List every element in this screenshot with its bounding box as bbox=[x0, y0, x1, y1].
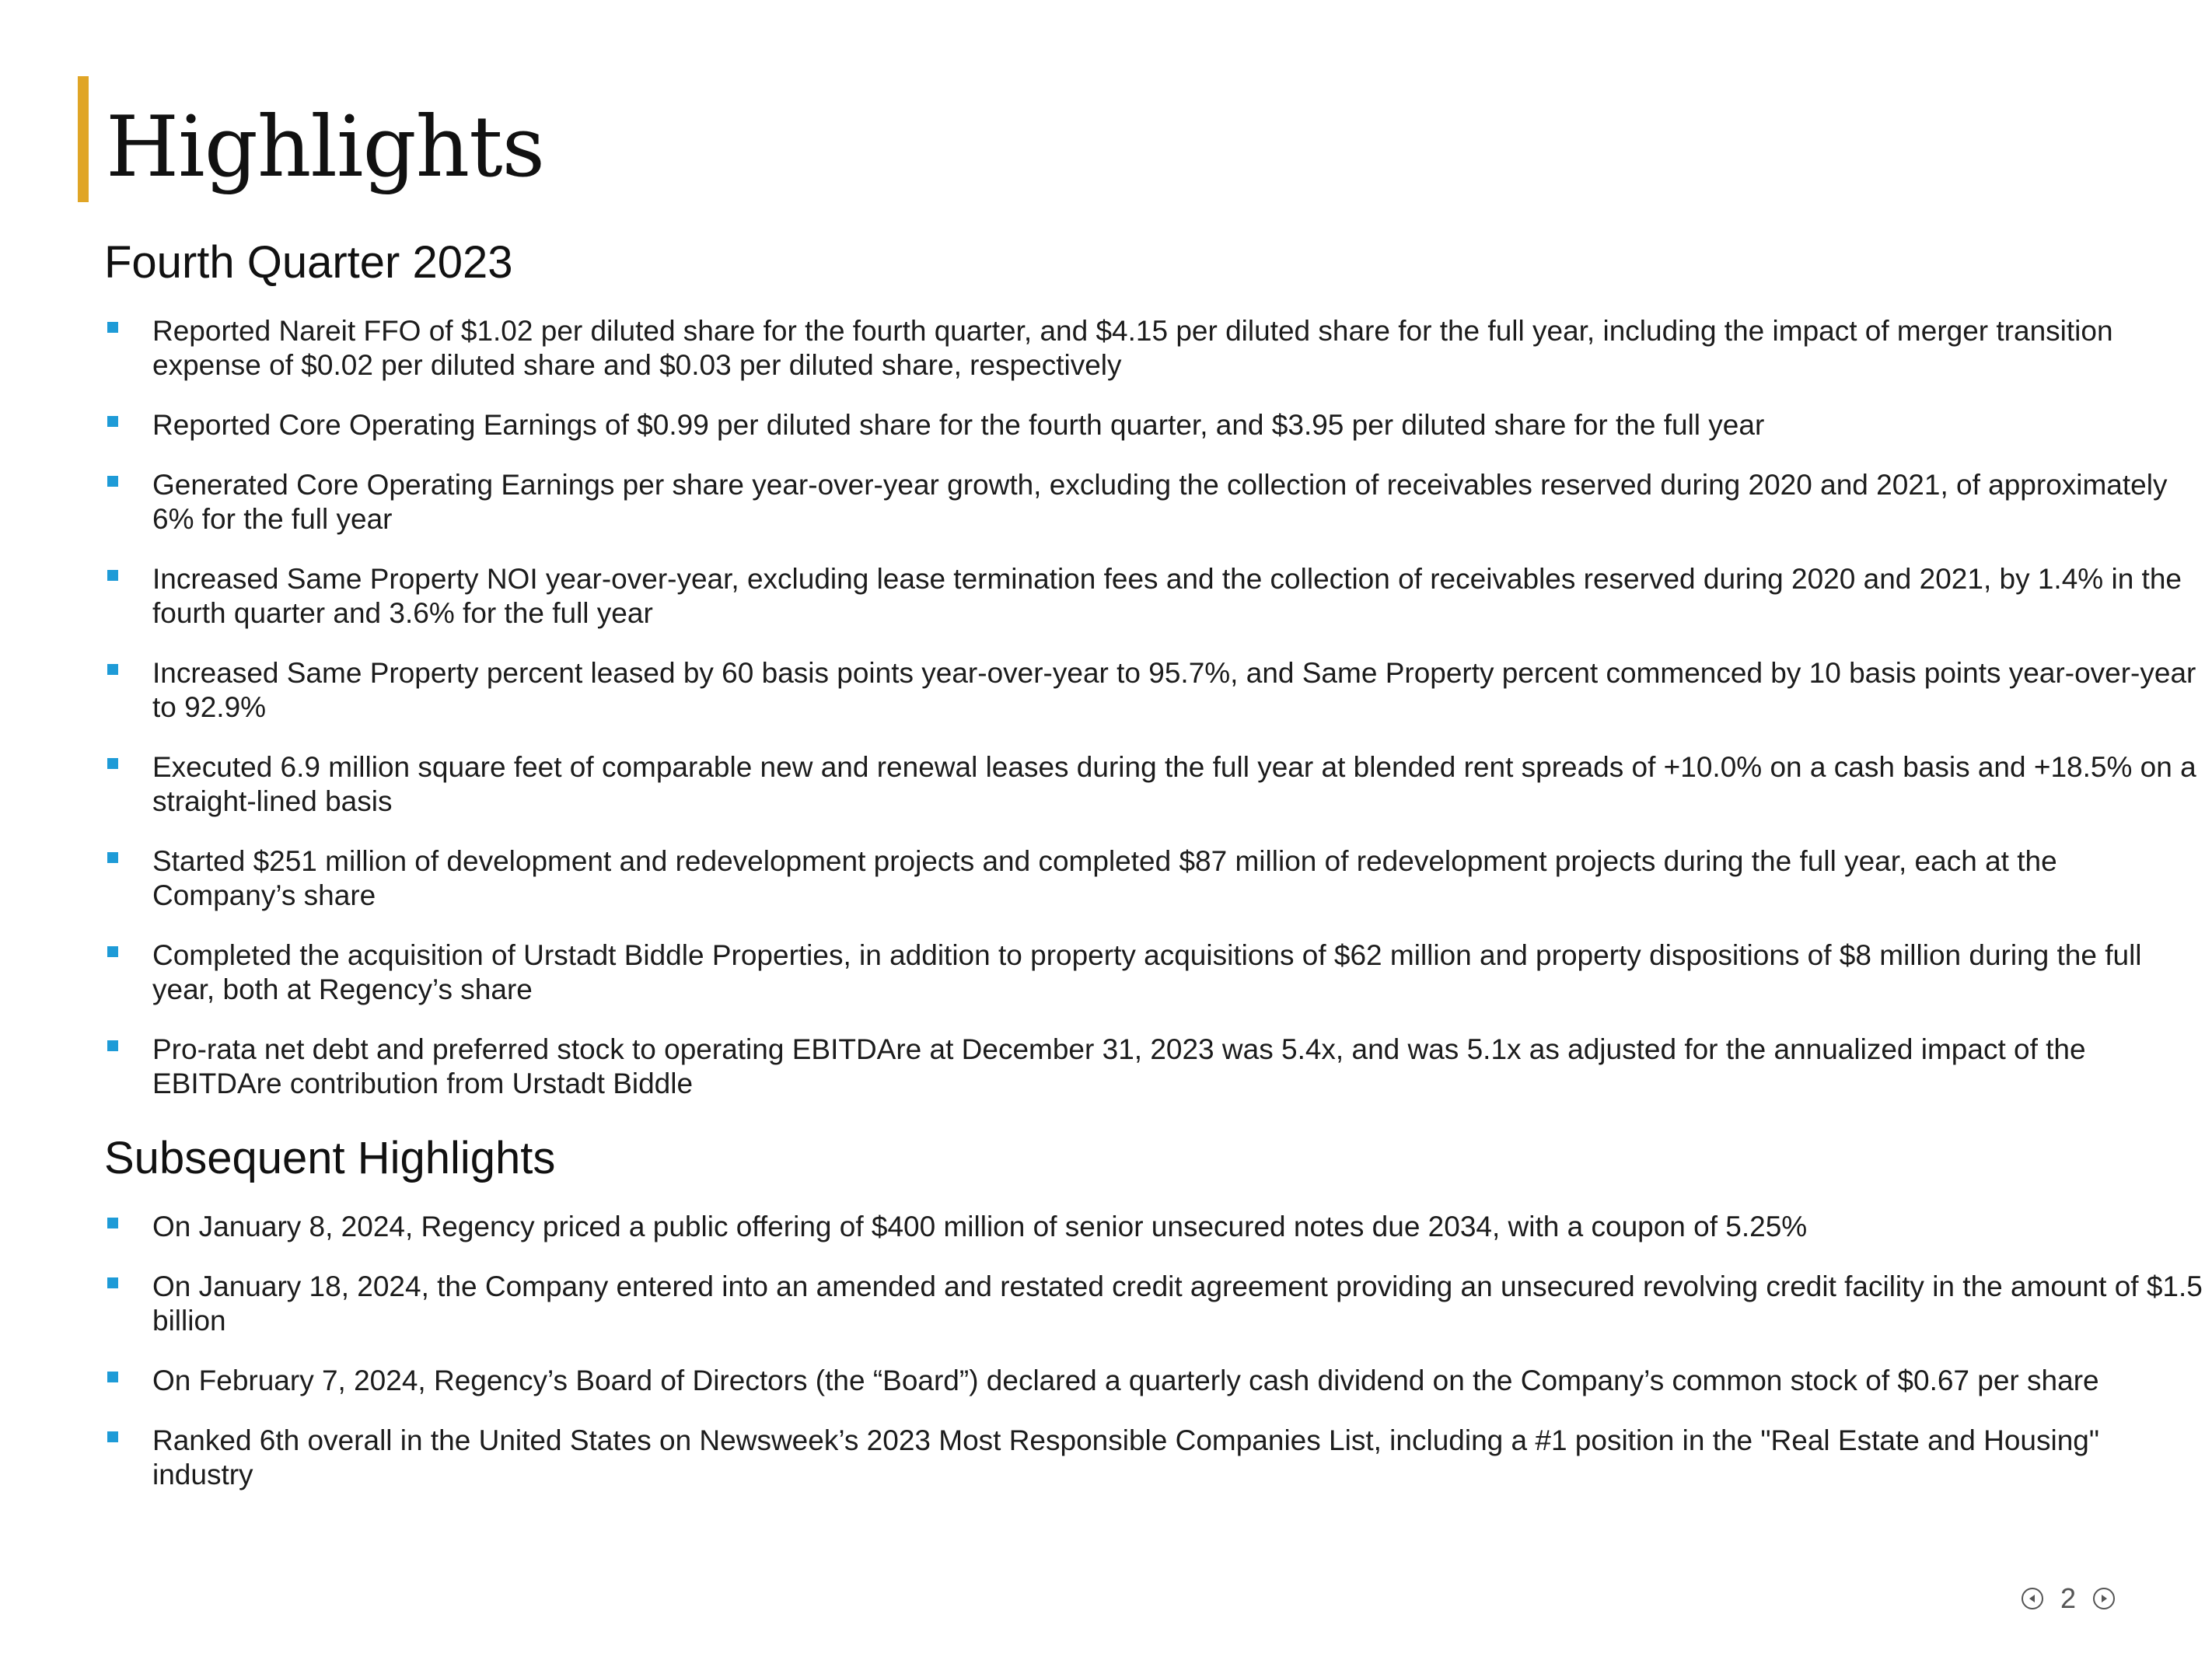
fourth-quarter-list bbox=[104, 314, 2203, 1101]
list-item-text: Executed 6.9 million square feet of comparable new and renewal leases during the full year at blended rent spreads of +10.0% on a cash basis and +18.5% on a straight-lined basis bbox=[152, 751, 2196, 817]
list-item-text: Reported Core Operating Earnings of $0.99 per diluted share for the fourth quarter, and $3.95 per diluted share for the full year bbox=[152, 409, 1765, 441]
subsequent-highlights-heading: Subsequent Highlights bbox=[104, 1133, 556, 1183]
next-page-button[interactable] bbox=[2093, 1588, 2115, 1609]
previous-page-button[interactable] bbox=[2022, 1588, 2043, 1609]
list-item-text: Reported Nareit FFO of $1.02 per diluted share for the fourth quarter, and $4.15 per diluted share for the full year, including the impact of merger transition expense of $0.02 per diluted share and $0.03 per diluted share, respectively bbox=[152, 315, 2113, 381]
list-item-text: Increased Same Property NOI year-over-year, excluding lease termination fees and the collection of receivables reserved during 2020 and 2021, by 1.4% in the fourth quarter and 3.6% for the full year bbox=[152, 563, 2182, 629]
list-item-text: Increased Same Property percent leased by 60 basis points year-over-year to 95.7%, and Same Property percent commenced by 10 basis points year-over-year to 92.9% bbox=[152, 657, 2196, 723]
list-item bbox=[104, 1424, 2203, 1492]
list-item-text: Completed the acquisition of Urstadt Biddle Properties, in addition to property acquisitions of $62 million and property dispositions of $8 million during the full year, both at Regency’s share bbox=[152, 939, 2142, 1005]
list-item bbox=[104, 750, 2203, 819]
title-accent-bar bbox=[78, 76, 89, 202]
bullet-square-icon bbox=[107, 1372, 118, 1382]
list-item-text: Pro-rata net debt and preferred stock to operating EBITDAre at December 31, 2023 was 5.4x, and was 5.1x as adjusted for the annualized impact of the EBITDAre contribution from Urstadt Biddle bbox=[152, 1033, 2086, 1099]
list-item bbox=[104, 938, 2203, 1007]
fourth-quarter-heading: Fourth Quarter 2023 bbox=[104, 237, 513, 288]
triangle-left-icon bbox=[2028, 1594, 2037, 1603]
bullet-square-icon bbox=[107, 476, 118, 487]
page-navigator bbox=[2022, 1583, 2115, 1614]
bullet-square-icon bbox=[107, 664, 118, 675]
triangle-right-icon bbox=[2099, 1594, 2109, 1603]
list-item bbox=[104, 562, 2203, 631]
bullet-square-icon bbox=[107, 946, 118, 957]
bullet-square-icon bbox=[107, 570, 118, 581]
bullet-square-icon bbox=[107, 1040, 118, 1051]
list-item bbox=[104, 1364, 2203, 1398]
list-item-text: On January 8, 2024, Regency priced a public offering of $400 million of senior unsecured notes due 2034, with a coupon of 5.25% bbox=[152, 1211, 1808, 1242]
bullet-square-icon bbox=[107, 1431, 118, 1442]
list-item bbox=[104, 1270, 2203, 1338]
list-item bbox=[104, 468, 2203, 536]
list-item-text: Ranked 6th overall in the United States on Newsweek’s 2023 Most Responsible Companies List, including a #1 position in the "Real Estate and Housing" industry bbox=[152, 1424, 2099, 1491]
bullet-square-icon bbox=[107, 416, 118, 427]
page-number: 2 bbox=[2060, 1582, 2076, 1614]
list-item-text: Started $251 million of development and redevelopment projects and completed $87 million of redevelopment projects during the full year, each at the Company’s share bbox=[152, 845, 2057, 911]
bullet-square-icon bbox=[107, 758, 118, 769]
list-item-text: On January 18, 2024, the Company entered into an amended and restated credit agreement providing an unsecured revolving credit facility in the amount of $1.5 billion bbox=[152, 1270, 2203, 1337]
bullet-square-icon bbox=[107, 1218, 118, 1228]
list-item bbox=[104, 314, 2203, 383]
subsequent-highlights-list bbox=[104, 1210, 2203, 1492]
list-item bbox=[104, 408, 2203, 442]
page-title: Highlights bbox=[106, 99, 545, 196]
bullet-square-icon bbox=[107, 852, 118, 863]
list-item bbox=[104, 656, 2203, 725]
bullet-square-icon bbox=[107, 322, 118, 333]
subsequent-highlights-section bbox=[104, 1127, 2203, 1518]
list-item bbox=[104, 1210, 2203, 1244]
bullet-square-icon bbox=[107, 1277, 118, 1288]
list-item-text: On February 7, 2024, Regency’s Board of Directors (the “Board”) declared a quarterly cash dividend on the Company’s common stock of $0.67 per share bbox=[152, 1365, 2099, 1396]
fourth-quarter-section bbox=[104, 232, 2203, 1127]
list-item bbox=[104, 844, 2203, 913]
list-item-text: Generated Core Operating Earnings per share year-over-year growth, excluding the collection of receivables reserved during 2020 and 2021, of approximately 6% for the full year bbox=[152, 469, 2168, 535]
list-item bbox=[104, 1033, 2203, 1101]
